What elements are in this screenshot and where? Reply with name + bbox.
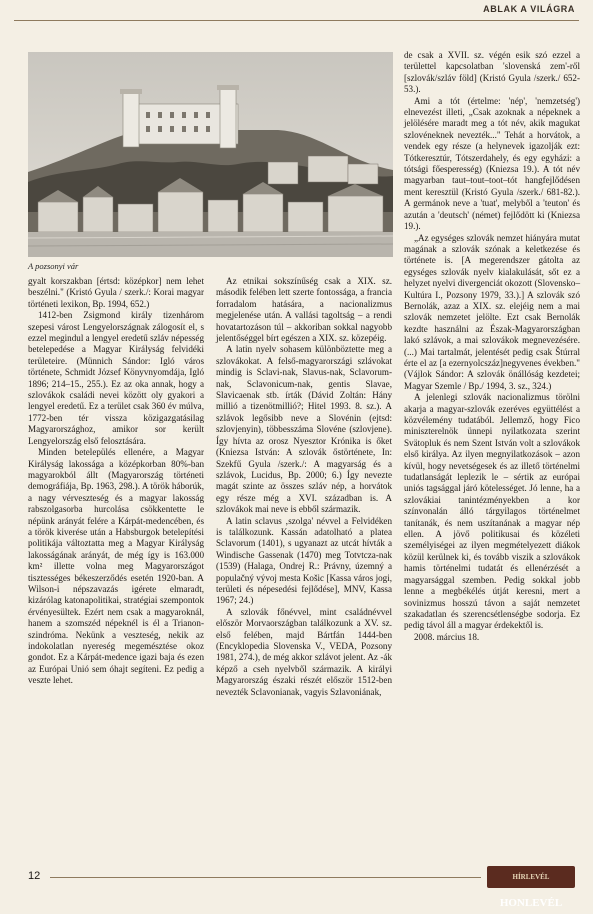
paragraph: Az etnikai sokszínűség csak a XIX. sz. második felében lett szerte fontossága, a francia forradalom hatására, a nacionalizmus megjelenése után. A vallási tagoltság – a rendi hovatartozáson túl – akkoriban sokkal nagyobb jelentőséggel bírt egészen a XIX. sz. közepéig. — [216, 276, 392, 344]
paragraph: A szlovák főnévvel, mint családnévvel először Morvaországban találkozunk a XV. sz. első felében, majd Bártfán 1444-ben (Encyklopedia Slovenska V., VEDA, Pozsony 1981, 274.), de még akkor szlávot jelent. Az -ák képző a cseh nyelvből származik. A királyi Magyarország északi részét először 1512-ben nevezték Sclavonianak, vagyis Szlavoniának, — [216, 606, 392, 697]
castle-photo — [28, 52, 393, 257]
paragraph: gyalt korszakban [értsd: középkor] nem lehet beszélni." (Kristó Gyula / szerk./: Korai magyar történeti lexikon, Bp. 1994, 652.) — [28, 276, 204, 309]
paragraph: A latin nyelv sohasem különböztette meg a szlovákokat. A felső-magyarországi szlávokat mindig is Sclavi-nak, Slavus-nak, Sclavorum-nak, Sclavonicum-nak, gentis Slavae, Slavicaenak stb. írták (Dávid Zoltán: Hány millió a tizenötmillió?; Hitel 1993. 8. sz.). A szlávok legősibb neve a Slovénin (ejtsd: szlovjenyin), többesszáma Slovéne (szlovjene). Így hívta az orosz Nyesztor Krónika is őket (Kniezsa István: A szlovák őstörténete, In: Szekfű Gyula /szerk./: A magyarság és a szlávok, Lucidus, Bp. 2000; 6.) Így nevezte magát szinte az összes szláv nép, a horvátok egy része még a XVI. században is. A szlovákok mai neve is ebből származik. — [216, 344, 392, 515]
footer-rule — [50, 877, 481, 878]
header-rule — [14, 20, 579, 21]
text-column-3 — [404, 50, 580, 643]
logo-text: HONLEVÉL — [499, 896, 563, 909]
paragraph: „Az egységes szlovák nemzet hiányára mutat magának a szlovák szónak a keletkezése és története is. [A megerendszer gátolta az egységes szlovák nyelv kialakulását, sőt ez a helyzet nyelvi divergenciát okozott (Slovensko–Kultúra I., Pozsony 1979, 33.).] A szlovák szó Bernolák, azaz a XIX. sz. elejéig nem a mai szlovák nemzetet jelölte. Ezt csak Bernolák kezdte használni az Észak-Magyarországban lakó szlávok, a mai szlovákok megnevezésére. (...) Mai tartalmát, jelentését pedig csak Štúrral érte el az [a ezernyolcszáz]negyvenes években." (Vájlok Sándor: A szlovák önállóság kezdetei; Magyar Szemle / Bp./ 1994, 3. sz., 324.) — [404, 232, 580, 391]
paragraph: de csak a XVII. sz. végén esik szó ezzel a területtel kapcsolatban 'slovenská zem'-ről [szlovák/szláv föld] (Kristó Gyula /szerk./ 652-53.). — [404, 50, 580, 95]
paragraph: 1412-ben Zsigmond király tizenhárom szepesi várost Lengyelországnak zálogosít el, s ezzel megindul a lengyel eredetű szláv népesség betelepedése a Magyar Királyság felvidéki területeire. (Münnich Sándor: Igló város története, Schmidt József Könyvnyomdája, Igló 1896; 214–15., 255.). Ez az oka annak, hogy a szlovákok családi nevei között oly gyakori a lengyel eredetű. Ez a terület csak 360 év múlva, 1772-ben tér vissza közigazgatásilag Magyarországhoz, amikor sor került Lengyelország első felosztására. — [28, 310, 204, 446]
text-column-1 — [28, 276, 204, 687]
text-column-2 — [216, 276, 392, 698]
section-title: ABLAK A VILÁGRA — [483, 4, 575, 14]
paragraph: Minden betelepülés ellenére, a Magyar Királyság lakossága a középkorban 80%-ban magyarokból állt (Magyarország történeti demográfiája, Bp. 1963, 298.). A török háborúk, a nagy vérveszteség és a magyar lakosság rabszolgasorba hurcolása csökkentette le népünk arányát felére a Kárpát-medencében, és a török kiverése után a Habsburgok betelepítési politikája változtatta meg a Magyar Királyság lakosságának arányát, de még így is 163.000 km² illette volna meg Magyarországot tisztességes békeszerződés esetén 1920-ban. A Wilson-i népszavazás igérete elmaradt, kizárólag katonapolitikai, stratégiai szempontok érvényesültek. Ezért nem csak a magyaroknál, hanem a szomszéd népeknél is él a Trianon-szindróma. Nekünk a veszteség, nekik az indokolatlan nyereség megemésztése okoz gondot. Ez a Kárpát-medence igazi baja és ezen az Európai Unió sem óhajt segíteni. Ez pedig a veszte lehet. — [28, 447, 204, 686]
photo-caption: A pozsonyi vár — [28, 261, 79, 271]
logo-sub: HÍRLEVÉL — [512, 873, 550, 881]
paragraph: A jelenlegi szlovák nacionalizmus törölni akarja a magyar-szlovák ezeréves együttélést a közvélemény tudatából. Jellemző, hogy Fico miniszterelnök ünnepi nyilatkozata szerint Svätopluk és nem Szent István volt a szlovákok első királya. Az ilyen megnyilatkozások – azon kívül, hogy nevetségesek és az illető történelmi tudatlanságát leplezik le – sértik az európai uniós tagsággal járó kötelességet. Jó lenne, ha a szlovákiai tanintézményekben a kor színvonalán álló tárgyilagos történelmet tanítanák, és nem uszítanának a magyar nép ellen. A jövő politikusai és közéleti személyiségei az ilyen megmételyezett diákok közül kerülnek ki, és tovább viszik a szlovákok hamis történelmi tudatát és ellenérzését a magyarsággal szemben. Pedig sokkal jobb lenne a megbékélés útját keresni, mert a sovinizmus hosszú távon a saját nemzetet szakadatlan és szerencsétlenségbe sodorja. Ez pedig távol áll a magyar érdekektől is. — [404, 392, 580, 631]
paragraph: A latin sclavus ‚szolga' névvel a Felvidéken is találkozunk. Kassán adatolható a platea Sclavorum (1401), s ugyanazt az utcát hívták a Windische Gassenak (1470) meg Totvtcza-nak (1539) (Halaga, Ondrej R.: Právny, územný a populačný vývoj mesta Košic [Kassa város jogi, területi és népesedési fejlődése], MNV, Kassa 1967; 24.) — [216, 515, 392, 606]
paragraph: Ami a tót (értelme: 'nép', 'nemzetség') elnevezést illeti, „Csak azoknak a népeknek a jelölésére maradt meg a tót név, akik magukat szlovéneknek nevezték..." Tehát a horvátok, a vendek egy része (a helynevek igazolják ezt: Tótkeresztúr, Tótszerdahely, és egy egyházi: a tótsági főesperesség) (Kniezsa 19.). A tót név magyarban taut–tout–toot–tót hangfejlődésen ment keresztül (Kristó Gyula /szerk./ 681-82.). A germánok neve a 'tuat', melyből a 'teuton' és azután a 'deutsch' (német) fejlődött ki (Kniezsa 19.). — [404, 95, 580, 232]
page-header — [0, 0, 593, 22]
page-number: 12 — [28, 870, 41, 882]
honlevel-logo — [487, 866, 575, 909]
date-line: 2008. március 18. — [414, 631, 480, 642]
